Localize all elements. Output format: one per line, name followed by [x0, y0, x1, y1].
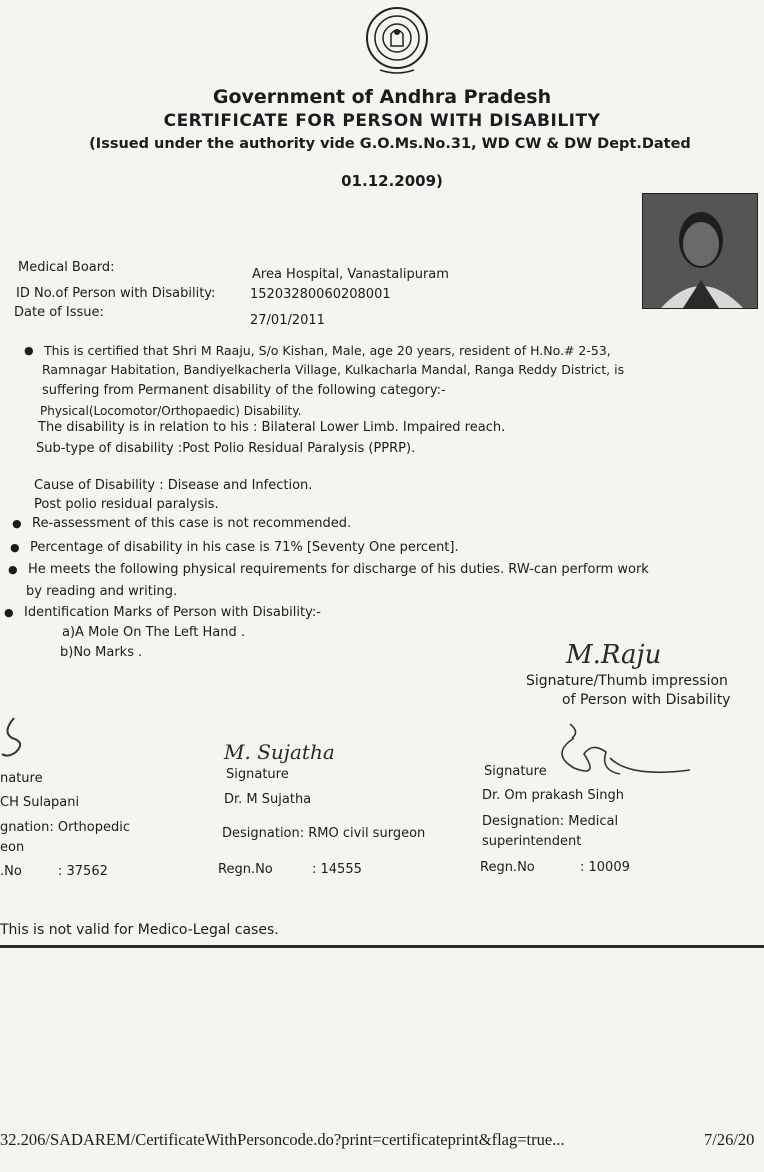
certificate-title: CERTIFICATE FOR PERSON WITH DISABILITY [163, 111, 601, 131]
print-url: 32.206/SADAREM/CertificateWithPersoncode.do?print=certificateprint&flag=true... [0, 1130, 565, 1149]
right-signatory-name: Dr. Om prakash Singh [482, 788, 625, 803]
cause-detail: Post polio residual paralysis. [34, 497, 219, 512]
left-signature-scribble [0, 712, 44, 762]
id-value: 15203280060208001 [250, 287, 391, 302]
certification-text-2: Ramnagar Habitation, Bandiyelkacherla Village, Kulkacharla Mandal, Ranga Reddy District, is [42, 362, 625, 377]
identification-marks-label: ● Identification Marks of Person with Disability:- [24, 605, 321, 620]
person-signature: M.Raju [566, 640, 662, 670]
date-label: Date of Issue: [14, 305, 104, 320]
right-designation-1: Designation: Medical [482, 814, 619, 829]
right-regn-label: Regn.No [480, 860, 535, 875]
left-regn-value: : 37562 [58, 864, 108, 879]
physical-requirements-1: ● He meets the following physical requirements for discharge of his duties. RW-can perform work [28, 562, 649, 577]
certification-text-4: Physical(Locomotor/Orthopaedic) Disability. [40, 404, 302, 418]
cause-of-disability: Cause of Disability : Disease and Infection. [34, 478, 313, 493]
middle-designation: Designation: RMO civil surgeon [222, 826, 426, 841]
right-signature-label: Signature [484, 764, 547, 779]
left-designation-2: eon [0, 840, 25, 855]
person-signature-label-1: Signature/Thumb impression [526, 673, 728, 689]
middle-signature: M. Sujatha [224, 740, 335, 764]
date-value: 27/01/2011 [250, 313, 325, 328]
right-regn-value: : 10009 [580, 860, 630, 875]
left-signature-label: nature [0, 771, 43, 786]
person-signature-label-2: of Person with Disability [562, 692, 731, 708]
header-authority: (Issued under the authority vide G.O.Ms.No.31, WD CW & DW Dept.Dated [89, 136, 691, 152]
id-label: ID No.of Person with Disability: [16, 286, 216, 301]
middle-signature-label: Signature [226, 767, 289, 782]
print-date: 7/26/20 [704, 1130, 755, 1149]
header-line-1: Government of Andhra Pradesh [212, 86, 552, 108]
certification-text-1: ● This is certified that Shri M Raaju, S/o Kishan, Male, age 20 years, resident of H.No.# 2-53, [44, 343, 611, 358]
government-seal-icon [360, 4, 434, 78]
certification-text-5: The disability is in relation to his : Bilateral Lower Limb. Impaired reach. [38, 420, 506, 435]
certification-text-3: suffering from Permanent disability of the following category:- [42, 383, 446, 398]
middle-regn-value: : 14555 [312, 862, 362, 877]
right-signature-scribble [540, 718, 700, 788]
identification-mark-a: a)A Mole On The Left Hand . [62, 625, 245, 640]
medical-board-label: Medical Board: [18, 260, 115, 275]
person-silhouette-icon [643, 194, 757, 308]
header-date: 01.12.2009) [341, 172, 443, 190]
disability-percentage: ● Percentage of disability in his case is 71% [Seventy One percent]. [30, 540, 459, 555]
medical-board-value: Area Hospital, Vanastalipuram [252, 267, 449, 282]
footer-divider [0, 945, 764, 948]
physical-requirements-2: by reading and writing. [26, 584, 178, 599]
left-signatory-name: CH Sulapani [0, 795, 80, 810]
right-designation-2: superintendent [482, 834, 582, 849]
certification-text-6: Sub-type of disability :Post Polio Residual Paralysis (PPRP). [36, 441, 416, 456]
left-designation-1: gnation: Orthopedic [0, 820, 130, 835]
identification-mark-b: b)No Marks . [60, 645, 143, 660]
middle-regn-label: Regn.No [218, 862, 273, 877]
left-regn-label: .No [0, 864, 22, 879]
medico-legal-note: This is not valid for Medico-Legal cases. [0, 922, 279, 938]
middle-signatory-name: Dr. M Sujatha [224, 792, 312, 807]
person-photo [642, 193, 758, 309]
reassessment-note: ● Re-assessment of this case is not recommended. [32, 516, 351, 531]
